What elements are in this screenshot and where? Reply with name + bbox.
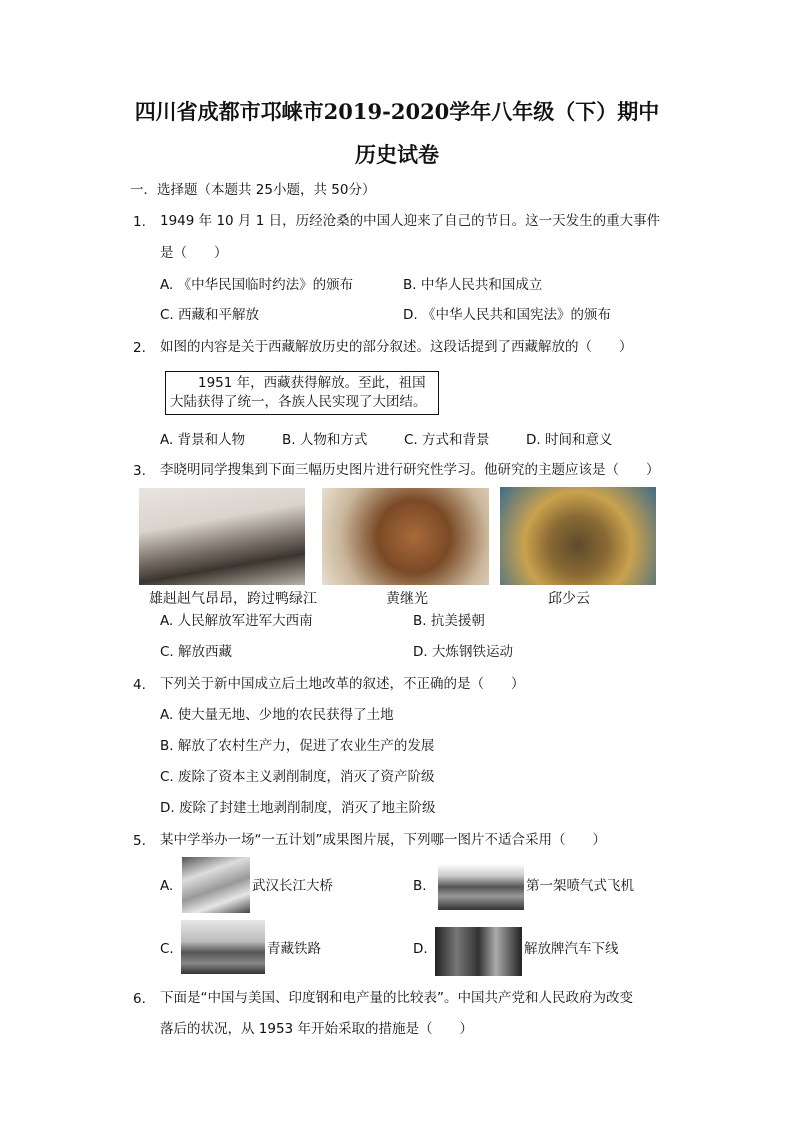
q4-option-b: B. 解放了农村生产力，促进了农业生产的发展 <box>160 738 435 754</box>
q5-option-b-label: 第一架喷气式飞机 <box>526 878 634 894</box>
huang-jiguang-painting <box>322 488 489 585</box>
q3-caption-1: 雄赳赳气昂昂，跨过鸭绿江 <box>149 591 317 607</box>
jet-plane-photo <box>438 864 524 910</box>
q3-text: 李晓明同学搜集到下面三幅历史图片进行研究性学习。他研究的主题应该是（ ） <box>160 462 660 478</box>
q5-text: 某中学举办一场“一五计划”成果图片展，下列哪一图片不适合采用（ ） <box>160 832 606 848</box>
q3-number: 3. <box>133 463 146 479</box>
q1-option-d: D. 《中华人民共和国宪法》的颁布 <box>403 307 611 323</box>
q4-option-c: C. 废除了资本主义剥削制度，消灭了资产阶级 <box>160 769 435 785</box>
q4-option-d: D. 废除了封建土地剥削制度，消灭了地主阶级 <box>160 800 436 816</box>
q6-text: 下面是“中国与美国、印度钢和电产量的比较表”。中国共产党和人民政府为改变 <box>160 990 633 1006</box>
q6-number: 6. <box>133 991 146 1007</box>
title-line-1: 四川省成都市邛崃市2019-2020学年八年级（下）期中 <box>134 99 660 124</box>
q3-option-a: A. 人民解放军进军大西南 <box>160 613 313 629</box>
q1-number: 1. <box>133 214 146 230</box>
q5-option-a-letter: A. <box>160 878 174 894</box>
section-heading: 一．选择题（本题共 25小题，共 50分） <box>130 182 376 198</box>
q1-option-a: A. 《中华民国临时约法》的颁布 <box>160 277 354 293</box>
q3-option-b: B. 抗美援朝 <box>413 613 485 629</box>
q5-option-c-letter: C. <box>160 941 174 957</box>
q2-quote-box <box>165 371 439 415</box>
qinghai-tibet-railway-photo <box>181 920 265 974</box>
q5-option-c-label: 青藏铁路 <box>267 941 321 957</box>
q3-caption-3: 邱少云 <box>548 591 590 607</box>
q3-caption-2: 黄继光 <box>386 591 428 607</box>
q2-quote-line-2: 大陆获得了统一，各族人民实现了大团结。 <box>170 394 427 410</box>
q1-option-c: C. 西藏和平解放 <box>160 307 260 323</box>
q4-option-a: A. 使大量无地、少地的农民获得了土地 <box>160 707 394 723</box>
q1-text: 1949 年 10 月 1 日，历经沧桑的中国人迎来了自己的节日。这一天发生的重大事件 <box>160 213 661 229</box>
q2-option-c: C. 方式和背景 <box>404 432 490 448</box>
q3-option-d: D. 大炼钢铁运动 <box>413 644 513 660</box>
q5-option-a-label: 武汉长江大桥 <box>252 878 333 894</box>
q2-option-a: A. 背景和人物 <box>160 432 246 448</box>
q5-number: 5. <box>133 833 146 849</box>
q3-option-c: C. 解放西藏 <box>160 644 233 660</box>
q2-quote-line-1: 1951 年，西藏获得解放。至此，祖国 <box>198 375 426 391</box>
q5-option-b-letter: B. <box>413 878 427 894</box>
q5-option-d-label: 解放牌汽车下线 <box>524 941 619 957</box>
q1-text-cont: 是（ ） <box>160 245 228 261</box>
q1-option-b: B. 中华人民共和国成立 <box>403 277 543 293</box>
q4-number: 4. <box>133 677 146 693</box>
qiu-shaoyun-painting <box>500 487 656 585</box>
q2-number: 2. <box>133 340 146 356</box>
title-line-2: 历史试卷 <box>355 142 439 167</box>
jiefang-truck-photo <box>435 927 522 976</box>
q4-text: 下列关于新中国成立后土地改革的叙述，不正确的是（ ） <box>160 676 525 692</box>
yalu-river-crossing-photo <box>139 488 305 585</box>
q2-option-b: B. 人物和方式 <box>282 432 368 448</box>
wuhan-bridge-photo <box>182 857 250 913</box>
q5-option-d-letter: D. <box>413 941 428 957</box>
q6-text-cont: 落后的状况，从 1953 年开始采取的措施是（ ） <box>160 1021 473 1037</box>
q2-option-d: D. 时间和意义 <box>526 432 613 448</box>
q2-text: 如图的内容是关于西藏解放历史的部分叙述。这段话提到了西藏解放的（ ） <box>160 339 633 355</box>
